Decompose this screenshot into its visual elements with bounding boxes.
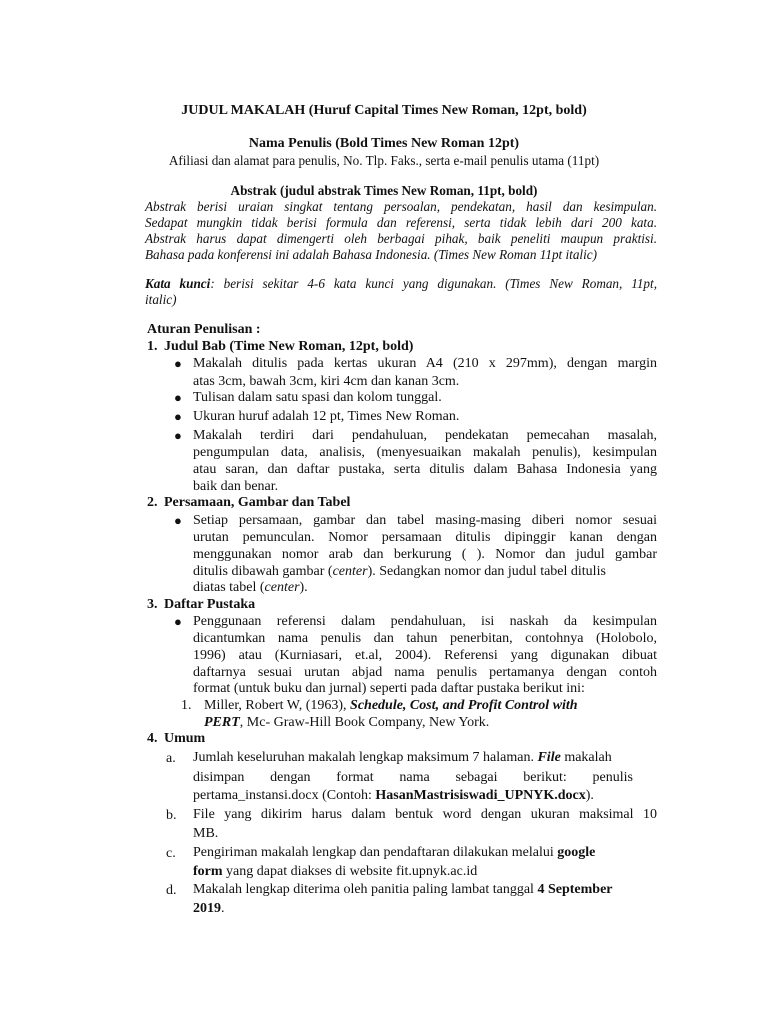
section-number: 1. <box>147 339 158 354</box>
paragraph-line: ditulis dibawah gambar (center). Sedangkan nomor dan judul tabel ditulis <box>193 564 606 579</box>
paragraph-line: urutan pemunculan. Nomor persamaan ditulis dipinggir kanan dengan <box>193 530 657 545</box>
keywords-label: Kata kunci <box>145 276 211 291</box>
rules-heading: Aturan Penulisan : <box>147 322 261 337</box>
paragraph-line: disimpan dengan format nama sebagai berikut: penulis <box>193 770 633 785</box>
paragraph-line: Makalah lengkap diterima oleh panitia paling lambat tanggal 4 September <box>193 882 613 897</box>
paragraph-line: File yang dikirim harus dalam bentuk word dengan ukuran maksimal 10 <box>193 807 657 822</box>
section-number: 4. <box>147 731 158 746</box>
abstract-heading: Abstrak (judul abstrak Times New Roman, 11pt, bold) <box>230 183 538 198</box>
abstract-line: Sedapat mungkin tidak berisi formula dan referensi, serta tidak lebih dari 200 kata. <box>145 215 657 230</box>
paragraph-line: MB. <box>193 826 219 841</box>
section-title: Umum <box>164 731 206 746</box>
paragraph-line: atau saran, dan daftar pustaka, serta ditulis dalam Bahasa Indonesia yang <box>193 462 657 477</box>
section-number: 3. <box>147 597 158 612</box>
paragraph-line: Makalah ditulis pada kertas ukuran A4 (210 x 297mm), dengan margin <box>193 356 657 371</box>
list-letter: d. <box>166 883 177 898</box>
paragraph-line: 1996) atau (Kurniasari, et.al, 2004). Referensi yang digunakan dibuat <box>193 648 657 663</box>
paragraph-line: Setiap persamaan, gambar dan tabel masing-masing diberi nomor sesuai <box>193 513 657 528</box>
paper-title: JUDUL MAKALAH (Huruf Capital Times New Roman, 12pt, bold) <box>181 103 587 118</box>
paragraph-line: Pengiriman makalah lengkap dan pendaftaran dilakukan melalui google <box>193 845 596 860</box>
paragraph-line: form yang dapat diakses di website fit.upnyk.ac.id <box>193 864 478 879</box>
paragraph-line: Jumlah keseluruhan makalah lengkap maksimum 7 halaman. File makalah <box>193 750 612 765</box>
bullet-icon: ● <box>174 390 182 405</box>
list-letter: c. <box>166 846 176 861</box>
abstract-line: Abstrak harus dapat dimengerti oleh berbagai pihak, baik peneliti maupun praktisi. <box>145 231 657 246</box>
paragraph-line: baik dan benar. <box>193 479 279 494</box>
reference-line: Miller, Robert W, (1963), Schedule, Cost, and Profit Control with <box>204 698 578 713</box>
author-affiliation: Afiliasi dan alamat para penulis, No. Tlp. Faks., serta e-mail penulis utama (11pt) <box>168 153 600 168</box>
paragraph-line: format (untuk buku dan jurnal) seperti pada daftar pustaka berikut ini: <box>193 681 585 696</box>
section-title: Persamaan, Gambar dan Tabel <box>164 495 351 510</box>
bullet-icon: ● <box>174 614 182 629</box>
reference-number: 1. <box>181 698 192 713</box>
paragraph-line: pengumpulan data, analisis, (menyesuaikan makalah penulis), kesimpulan <box>193 445 657 460</box>
list-letter: b. <box>166 808 177 823</box>
paragraph-line: pertama_instansi.docx (Contoh: HasanMastrisiswadi_UPNYK.docx). <box>193 788 594 803</box>
section-title: Daftar Pustaka <box>164 597 256 612</box>
bullet-icon: ● <box>174 428 182 443</box>
paragraph-line: Tulisan dalam satu spasi dan kolom tunggal. <box>193 390 442 405</box>
bullet-icon: ● <box>174 356 182 371</box>
paragraph-line: Penggunaan referensi dalam pendahuluan, isi naskah da kesimpulan <box>193 614 657 629</box>
paragraph-line: diatas tabel (center). <box>193 580 308 595</box>
reference-line: PERT, Mc- Graw-Hill Book Company, New York. <box>204 715 490 730</box>
keywords-line: Kata kunci: berisi sekitar 4-6 kata kunci yang digunakan. (Times New Roman, 11pt, <box>145 276 657 291</box>
abstract-line: Bahasa pada konferensi ini adalah Bahasa Indonesia. (Times New Roman 11pt italic) <box>145 247 598 262</box>
paragraph-line: dicantumkan nama penulis dan tahun penerbitan, contohnya (Holobolo, <box>193 631 657 646</box>
keywords-line-2: italic) <box>145 292 177 307</box>
bullet-icon: ● <box>174 409 182 424</box>
section-number: 2. <box>147 495 158 510</box>
paragraph-line: atas 3cm, bawah 3cm, kiri 4cm dan kanan 3cm. <box>193 374 460 389</box>
paragraph-line: Ukuran huruf adalah 12 pt, Times New Roman. <box>193 409 460 424</box>
author-name: Nama Penulis (Bold Times New Roman 12pt) <box>248 136 520 151</box>
paragraph-line: menggunakan nomor arab dan berkurung ( ). Nomor dan judul gambar <box>193 547 657 562</box>
bullet-icon: ● <box>174 513 182 528</box>
abstract-line: Abstrak berisi uraian singkat tentang persoalan, pendekatan, hasil dan kesimpulan. <box>145 199 657 214</box>
list-letter: a. <box>166 751 176 766</box>
paragraph-line: daftarnya sesuai urutan abjad nama penulis pertamanya dengan contoh <box>193 665 657 680</box>
paragraph-line: 2019. <box>193 901 225 916</box>
section-title: Judul Bab (Time New Roman, 12pt, bold) <box>164 339 414 354</box>
paragraph-line: Makalah terdiri dari pendahuluan, pendekatan pemecahan masalah, <box>193 428 657 443</box>
